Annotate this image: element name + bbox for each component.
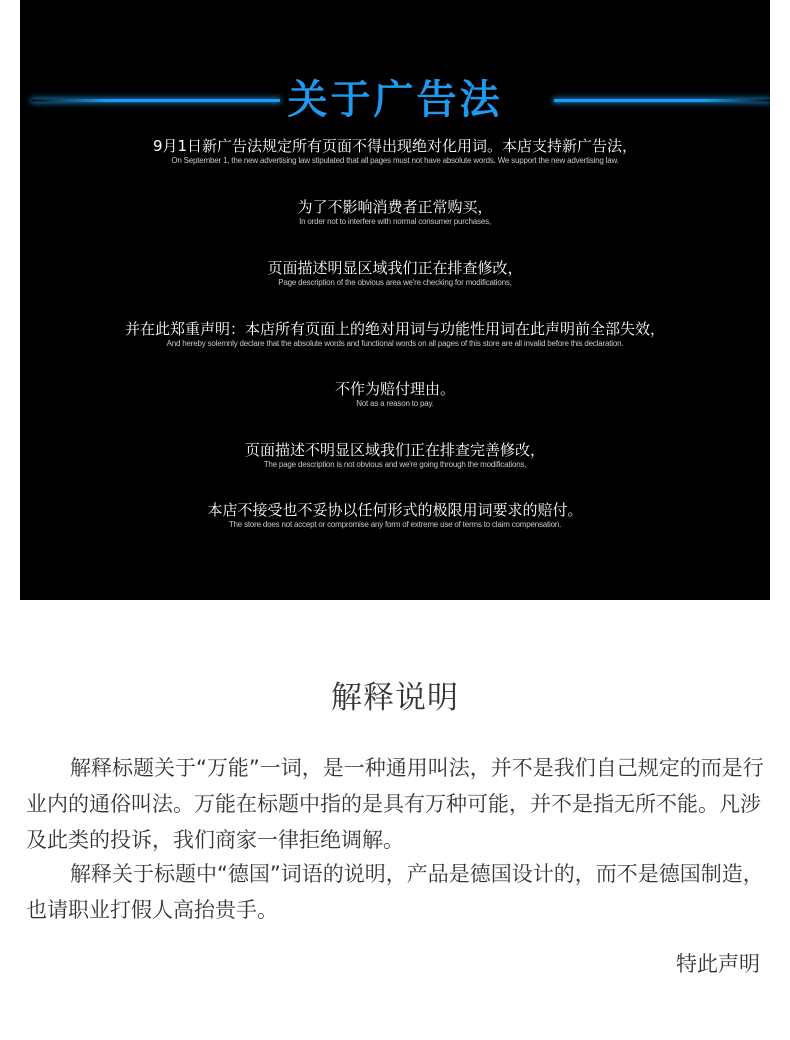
statement-cn: 为了不影响消费者正常购买， — [297, 198, 493, 216]
statement-cn: 并在此郑重声明：本店所有页面上的绝对用词与功能性用词在此声明前全部失效， — [124, 320, 665, 338]
explanation-title: 解释说明 — [331, 680, 459, 716]
statement-6 — [20, 441, 770, 470]
statement-cn: 本店不接受也不妥协以任何形式的极限用词要求的赔付。 — [207, 501, 583, 519]
statement-1 — [20, 137, 770, 166]
statement-5 — [20, 380, 770, 409]
banner-title: 关于广告法 — [287, 77, 503, 123]
ad-law-notice-banner — [20, 0, 770, 600]
statement-cn: 不作为赔付理由。 — [334, 380, 455, 398]
explanation-paragraph-2: 解释关于标题中“德国”词语的说明，产品是德国设计的，而不是德国制造，也请职业打假人高抬贵手。 — [26, 862, 764, 922]
signature: 特此声明 — [676, 952, 760, 976]
statement-en: On September 1, the new advertising law stipulated that all pages must not have absolute words. We support the new advertising law. — [171, 156, 619, 165]
statement-cn: 页面描述不明显区域我们正在排查完善修改， — [244, 441, 545, 459]
statement-3 — [20, 259, 770, 288]
statement-2 — [20, 198, 770, 227]
statement-cn: 页面描述明显区域我们正在排查修改， — [267, 259, 523, 277]
statement-en: The store does not accept or compromise any form of extreme use of terms to claim compensation. — [228, 520, 562, 529]
statement-en: In order not to interfere with normal consumer purchases, — [299, 217, 491, 226]
statement-en: Not as a reason to pay. — [356, 399, 434, 408]
statement-en: And hereby solemnly declare that the absolute words and functional words on all pages of this store are all invalid before this declaration. — [166, 339, 624, 348]
statement-4 — [20, 320, 770, 349]
statement-cn: 9月1日新广告法规定所有页面不得出现绝对化用词。本店支持新广告法， — [152, 137, 638, 155]
explanation-paragraph-1: 解释标题关于“万能”一词，是一种通用叫法，并不是我们自己规定的而是行业内的通俗叫法。万能在标题中指的是具有万种可能，并不是指无所不能。凡涉及此类的投诉，我们商家一律拒绝调解。 — [26, 756, 764, 852]
statement-7 — [20, 501, 770, 530]
statement-en: Page description of the obvious area we're checking for modifications, — [278, 278, 512, 287]
statement-en: The page description is not obvious and we're going through the modifications, — [263, 460, 527, 469]
